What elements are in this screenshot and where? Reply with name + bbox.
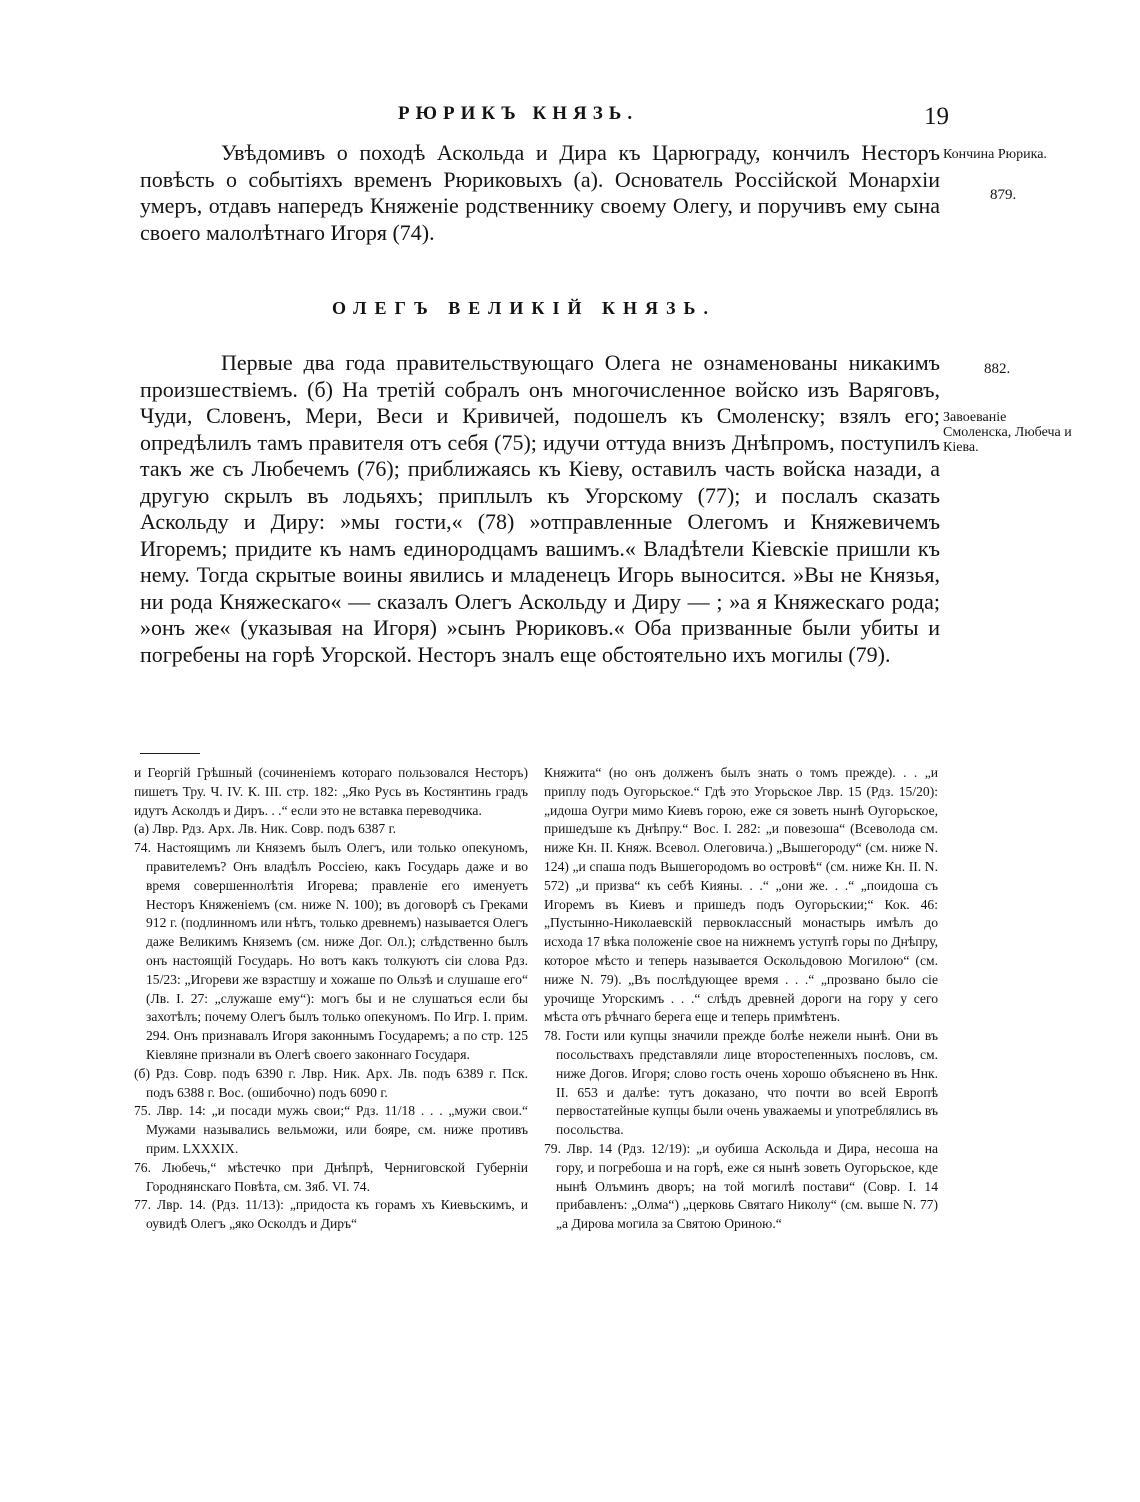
running-header: РЮРИКЪ КНЯЗЬ. (398, 103, 639, 124)
margin-note-conquest: Завоеванiе Смоленска, Любеча и Кiева. (943, 410, 1072, 455)
footnote-78: 78. Гости или купцы значили прежде болѣе нежели нынѣ. Они въ посольствахъ представляли лице второстепенныхъ пословъ, см. ниже Догов. Игоря; слово гость очень хорошо объяснено въ Ннк. II. 653 и далѣе: тутъ доказано, что почти во всей Европѣ первостатейные купцы были очень уважаемы и употреблялись въ посольства. (544, 1028, 938, 1138)
footnote-b: (б) Рдз. Совр. подъ 6390 г. Лвр. Ник. Арх. Лв. подъ 6389 г. Пск. подъ 6388 г. Вос. (ошибочно) подъ 6090 г. (134, 1065, 528, 1100)
footnote-77: 77. Лвр. 14. (Рдз. 11/13): „придоста къ горамъ хъ Киевьскимъ, и оувидѣ Олегъ „яко Осколдъ и Диръ“ (134, 1197, 528, 1232)
footnote-a: (а) Лвр. Рдз. Арх. Лв. Ник. Совр. подъ 6387 г. (134, 821, 397, 837)
footnote-75: 75. Лвр. 14: „и посади мужь свои;“ Рдз. 11/18 . . . „мужи свои.“ Мужами назывались вельможи, или бояре, см. ниже противъ прим. LXXXIX. (134, 1103, 528, 1156)
page-number: 19 (924, 103, 949, 130)
footnote-continuation: и Георгiй Грѣшный (сочиненiемъ котораго пользовался Несторъ) пишетъ Тру. Ч. IV. К. III. стр. 182: „Яко Русь въ Костянтинь градъ идутъ Асколдъ и Диръ. . .“ если это не вставка переводчика. (134, 765, 528, 818)
paragraph-oleg-reign: Первые два года правительствующаго Олега не ознаменованы никакимъ произшествiемъ. (б) На третiй собралъ онъ многочисленное войско изъ Варяговъ, Чуди, Словенъ, Мери, Веси и Кривичей, подошелъ къ Смоленску; взялъ его; опредѣлилъ тамъ правителя отъ себя (75); идучи оттуда внизъ Днѣпромъ, поступилъ такъ же съ Любечемъ (76); приближаясь къ Кiеву, оставилъ часть войска назади, а другую скрылъ въ лодьяхъ; приплылъ къ Угорскому (77); и послалъ сказать Аскольду и Диру: »мы гости,« (78) »отправленные Олегомъ и Княжевичемъ Игоремъ; придите къ намъ единородцамъ вашимъ.« Владѣтели Кiевскiе пришли къ нему. Тогда скрытые воины явились и младенецъ Игорь выносится. »Вы не Князья, ни рода Княжескаго« — сказалъ Олегъ Аскольду и Диру — ; »а я Княжескаго рода; »онъ же« (указывая на Игоря) »сынъ Рюриковъ.« Оба призванные были убиты и погребены на горѣ Угорской. Несторъ зналъ еще обстоятельно ихъ могилы (79). (140, 350, 940, 667)
margin-year-879: 879. (990, 187, 1017, 203)
section-heading-oleg: ОЛЕГЪ ВЕЛИКIЙ КНЯЗЬ. (332, 298, 716, 318)
margin-note-death-of-ryurik: Кончина Рюрика. (943, 147, 1047, 162)
footnote-77-continuation: Княжита“ (но онъ долженъ былъ знать о томъ прежде). . . „и приплу подъ Оугорьское.“ Гдѣ это Угорьское Лвр. 15 (Рдз. 15/20): „идоша Оугри мимо Киевъ горою, еже ся зоветь нынѣ Оугорьское, пришедъше къ Днѣпру.“ Вос. I. 282: „и повезоша“ (Всеволода см. ниже Кн. II. Княж. Всевол. Олеговича.) „Вышегороду“ (см. ниже N. 124) „и спаша подъ Вышегородомъ во островѣ“ (см. ниже Кн. II. N. 572) „и призва“ къ себѣ Кияны. . .“ „они же. . .“ „поидоша съ Игоремъ въ Киевъ и пришедъ подъ Оугорьскии;“ Кок. 46: „Пустынно-Николаевскiй первоклассный монастырь имѣлъ до исхода 17 вѣка положенiе свое на нижнемъ уступѣ горы по Днѣпру, которое мѣсто и теперь называется Оскольдовою Могилою“ (см. ниже N. 79). „Въ послѣдующее время . . .“ „прозвано было сiе урочище Угорскимъ . . .“ слѣдъ древней дороги на гору у сего мѣста отъ рѣчнаго берега еще и теперь примѣтенъ. (544, 765, 938, 1025)
footnote-76: 76. Любечь,“ мѣстечко при Днѣпрѣ, Черниговской Губернiи Городнянскаго Повѣта, см. Зяб. VI. 74. (134, 1159, 528, 1194)
paragraph-ryurik-death: Увѣдомивъ о походѣ Аскольда и Дира къ Царюграду, кончилъ Несторъ повѣсть о событiяхъ временъ Рюриковыхъ (а). Основатель Россiйской Монархiи умеръ, отдавъ напередъ Княженiе родственнику своему Олегу, и поручивъ ему сына своего малолѣтнаго Игоря (74). (140, 140, 940, 245)
footnote-74: 74. Настоящимъ ли Княземъ былъ Олегъ, или только опекуномъ, правителемъ? Онъ владѣлъ Россiею, какъ Государь даже и во время совершеннолѣтiя Игорева; правленiе его именуетъ Несторъ Княженiемъ (см. ниже N. 100); въ договорѣ съ Греками 912 г. (подлинномъ или нѣтъ, только древнемъ) называется Олегъ даже Великимъ Княземъ (см. ниже Дог. Ол.); слѣдственно былъ онъ настоящiй Государь. Но вотъ какъ толкуютъ сiи слова Рдз. 15/23: „Игореви же взрастшу и хожаше по Ользѣ и слушаше его“ (Лв. I. 27: „служаше ему“): могъ бы и не слушаться если бы захотѣлъ; почему Олегъ былъ только опекуномъ. По Игр. I. прим. 294. Онъ признавалъ Игоря законнымъ Государемъ; а по стр. 125 Кiевляне признали въ Олегѣ своего законнаго Государя. (134, 840, 528, 1062)
footnotes-right-column (544, 764, 938, 1234)
footnote-separator (140, 753, 200, 754)
margin-year-882: 882. (984, 361, 1011, 377)
footnote-79: 79. Лвр. 14 (Рдз. 12/19): „и оубиша Аскольда и Дира, несоша на гору, и погребоша и на горѣ, еже ся нынѣ зоветь Оугорьское, кде нынѣ Олъминъ дворъ; на той могилѣ постави“ (Совр. I. 14 прибавленъ: „Олма“) „церковь Святаго Николу“ (см. выше N. 77) „а Дирова могила за Святою Ориною.“ (544, 1140, 938, 1232)
footnotes-left-column (134, 764, 528, 1234)
